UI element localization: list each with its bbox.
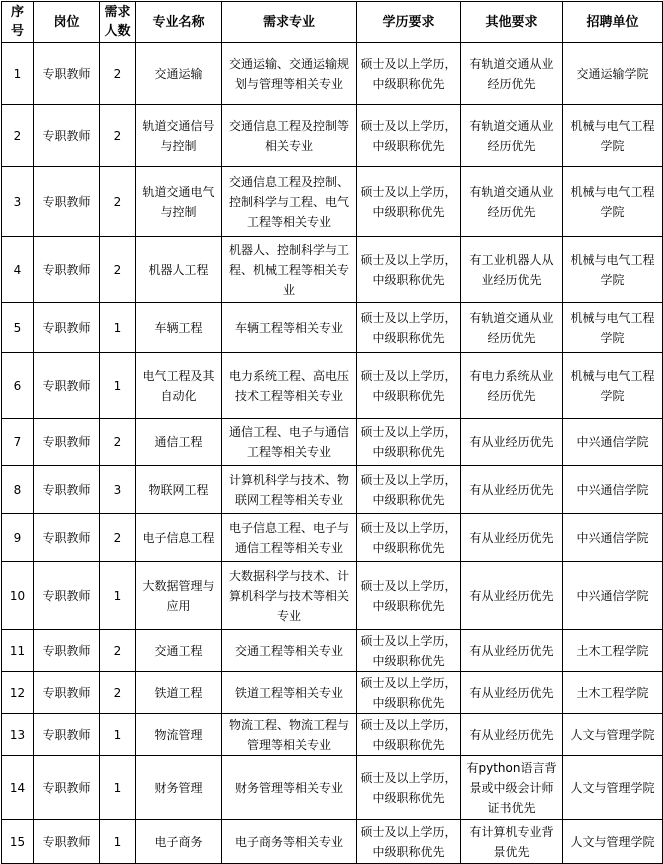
cell-count: 2: [100, 630, 136, 672]
cell-count: 1: [100, 303, 136, 353]
header-specialty: 专业名称: [136, 2, 222, 43]
cell-specialty: 物联网工程: [136, 466, 222, 514]
cell-education: 硕士及以上学历，中级职称优先: [357, 630, 461, 672]
cell-position: 专职教师: [34, 714, 100, 756]
cell-major: 交通信息工程及控制、控制科学与工程、电气工程等相关专业: [222, 167, 357, 237]
cell-other: 有工业机器人从业经历优先: [461, 237, 563, 303]
cell-specialty: 财务管理: [136, 756, 222, 820]
cell-index: 13: [2, 714, 34, 756]
cell-major: 车辆工程等相关专业: [222, 303, 357, 353]
cell-count: 2: [100, 43, 136, 105]
cell-unit: 土木工程学院: [563, 672, 663, 714]
table-row: [2, 303, 663, 353]
cell-count: 1: [100, 820, 136, 864]
cell-position: 专职教师: [34, 237, 100, 303]
cell-other: 有计算机专业背景优先: [461, 820, 563, 864]
cell-unit: 中兴通信学院: [563, 466, 663, 514]
cell-position: 专职教师: [34, 419, 100, 466]
cell-unit: 中兴通信学院: [563, 562, 663, 630]
cell-major: 电力系统工程、高电压技术工程等相关专业: [222, 353, 357, 419]
cell-other: 有轨道交通从业经历优先: [461, 303, 563, 353]
cell-specialty: 大数据管理与应用: [136, 562, 222, 630]
cell-education: 硕士及以上学历，中级职称优先: [357, 353, 461, 419]
cell-index: 12: [2, 672, 34, 714]
cell-education: 硕士及以上学历，中级职称优先: [357, 714, 461, 756]
cell-specialty: 物流管理: [136, 714, 222, 756]
cell-education: 硕士及以上学历，中级职称优先: [357, 167, 461, 237]
cell-specialty: 通信工程: [136, 419, 222, 466]
cell-count: 2: [100, 167, 136, 237]
cell-major: 交通工程等相关专业: [222, 630, 357, 672]
cell-position: 专职教师: [34, 353, 100, 419]
cell-other: 有轨道交通从业经历优先: [461, 43, 563, 105]
table-row: [2, 105, 663, 167]
header-index: 序号: [2, 2, 34, 43]
cell-count: 2: [100, 514, 136, 562]
cell-specialty: 机器人工程: [136, 237, 222, 303]
cell-major: 大数据科学与技术、计算机科学与技术等相关专业: [222, 562, 357, 630]
cell-education: 硕士及以上学历，中级职称优先: [357, 105, 461, 167]
cell-education: 硕士及以上学历，中级职称优先: [357, 562, 461, 630]
table-row: [2, 353, 663, 419]
header-other: 其他要求: [461, 2, 563, 43]
cell-position: 专职教师: [34, 630, 100, 672]
header-education: 学历要求: [357, 2, 461, 43]
cell-position: 专职教师: [34, 105, 100, 167]
cell-major: 计算机科学与技术、物联网工程等相关专业: [222, 466, 357, 514]
cell-specialty: 车辆工程: [136, 303, 222, 353]
table-row: [2, 514, 663, 562]
cell-other: 有从业经历优先: [461, 630, 563, 672]
cell-index: 8: [2, 466, 34, 514]
cell-education: 硕士及以上学历，中级职称优先: [357, 237, 461, 303]
header-count: 需求人数: [100, 2, 136, 43]
cell-count: 1: [100, 353, 136, 419]
cell-index: 14: [2, 756, 34, 820]
table-row: [2, 562, 663, 630]
cell-other: 有从业经历优先: [461, 514, 563, 562]
cell-unit: 机械与电气工程学院: [563, 167, 663, 237]
cell-other: 有从业经历优先: [461, 672, 563, 714]
cell-specialty: 交通工程: [136, 630, 222, 672]
cell-index: 11: [2, 630, 34, 672]
cell-specialty: 轨道交通信号与控制: [136, 105, 222, 167]
cell-education: 硕士及以上学历，中级职称优先: [357, 43, 461, 105]
table-row: [2, 466, 663, 514]
cell-major: 电子商务等相关专业: [222, 820, 357, 864]
cell-position: 专职教师: [34, 672, 100, 714]
table-row: [2, 43, 663, 105]
cell-other: 有从业经历优先: [461, 562, 563, 630]
cell-index: 4: [2, 237, 34, 303]
cell-unit: 人文与管理学院: [563, 820, 663, 864]
cell-other: 有从业经历优先: [461, 419, 563, 466]
cell-other: 有从业经历优先: [461, 466, 563, 514]
cell-unit: 交通运输学院: [563, 43, 663, 105]
cell-unit: 机械与电气工程学院: [563, 303, 663, 353]
table-row: [2, 167, 663, 237]
cell-position: 专职教师: [34, 562, 100, 630]
table-row: [2, 237, 663, 303]
cell-index: 1: [2, 43, 34, 105]
cell-major: 机器人、控制科学与工程、机械工程等相关专业: [222, 237, 357, 303]
cell-index: 2: [2, 105, 34, 167]
cell-unit: 人文与管理学院: [563, 756, 663, 820]
cell-position: 专职教师: [34, 820, 100, 864]
cell-major: 交通信息工程及控制等相关专业: [222, 105, 357, 167]
header-position: 岗位: [34, 2, 100, 43]
table-row: [2, 820, 663, 864]
cell-position: 专职教师: [34, 303, 100, 353]
cell-unit: 中兴通信学院: [563, 419, 663, 466]
cell-other: 有从业经历优先: [461, 714, 563, 756]
cell-count: 2: [100, 237, 136, 303]
cell-unit: 机械与电气工程学院: [563, 105, 663, 167]
cell-specialty: 电子信息工程: [136, 514, 222, 562]
cell-index: 9: [2, 514, 34, 562]
cell-index: 15: [2, 820, 34, 864]
cell-position: 专职教师: [34, 167, 100, 237]
table-header-row: [2, 2, 663, 43]
cell-index: 5: [2, 303, 34, 353]
cell-count: 1: [100, 562, 136, 630]
cell-other: 有电力系统从业经历优先: [461, 353, 563, 419]
cell-count: 1: [100, 756, 136, 820]
table-row: [2, 714, 663, 756]
cell-education: 硕士及以上学历，中级职称优先: [357, 466, 461, 514]
cell-major: 财务管理等相关专业: [222, 756, 357, 820]
cell-major: 物流工程、物流工程与管理等相关专业: [222, 714, 357, 756]
cell-unit: 人文与管理学院: [563, 714, 663, 756]
cell-education: 硕士及以上学历，中级职称优先: [357, 514, 461, 562]
table-row: [2, 756, 663, 820]
cell-education: 硕士及以上学历，中级职称优先: [357, 672, 461, 714]
cell-position: 专职教师: [34, 756, 100, 820]
header-unit: 招聘单位: [563, 2, 663, 43]
cell-other: 有轨道交通从业经历优先: [461, 105, 563, 167]
cell-count: 1: [100, 714, 136, 756]
cell-count: 2: [100, 419, 136, 466]
cell-specialty: 电子商务: [136, 820, 222, 864]
cell-major: 通信工程、电子与通信工程等相关专业: [222, 419, 357, 466]
cell-major: 交通运输、交通运输规划与管理等相关专业: [222, 43, 357, 105]
cell-index: 7: [2, 419, 34, 466]
cell-unit: 中兴通信学院: [563, 514, 663, 562]
table-row: [2, 672, 663, 714]
cell-major: 电子信息工程、电子与通信工程等相关专业: [222, 514, 357, 562]
cell-unit: 机械与电气工程学院: [563, 353, 663, 419]
cell-index: 6: [2, 353, 34, 419]
cell-education: 硕士及以上学历，中级职称优先: [357, 756, 461, 820]
cell-count: 3: [100, 466, 136, 514]
table-row: [2, 419, 663, 466]
cell-other: 有轨道交通从业经历优先: [461, 167, 563, 237]
cell-unit: 土木工程学院: [563, 630, 663, 672]
cell-major: 铁道工程等相关专业: [222, 672, 357, 714]
header-required-major: 需求专业: [222, 2, 357, 43]
cell-index: 3: [2, 167, 34, 237]
cell-education: 硕士及以上学历，中级职称优先: [357, 820, 461, 864]
cell-position: 专职教师: [34, 43, 100, 105]
cell-count: 2: [100, 105, 136, 167]
cell-count: 2: [100, 672, 136, 714]
cell-position: 专职教师: [34, 514, 100, 562]
cell-position: 专职教师: [34, 466, 100, 514]
cell-education: 硕士及以上学历，中级职称优先: [357, 303, 461, 353]
cell-unit: 机械与电气工程学院: [563, 237, 663, 303]
cell-specialty: 轨道交通电气与控制: [136, 167, 222, 237]
cell-education: 硕士及以上学历，中级职称优先: [357, 419, 461, 466]
cell-specialty: 交通运输: [136, 43, 222, 105]
cell-specialty: 电气工程及其自动化: [136, 353, 222, 419]
cell-other: 有python语言背景或中级会计师证书优先: [461, 756, 563, 820]
cell-specialty: 铁道工程: [136, 672, 222, 714]
table-row: [2, 630, 663, 672]
recruitment-table: [1, 1, 663, 864]
cell-index: 10: [2, 562, 34, 630]
